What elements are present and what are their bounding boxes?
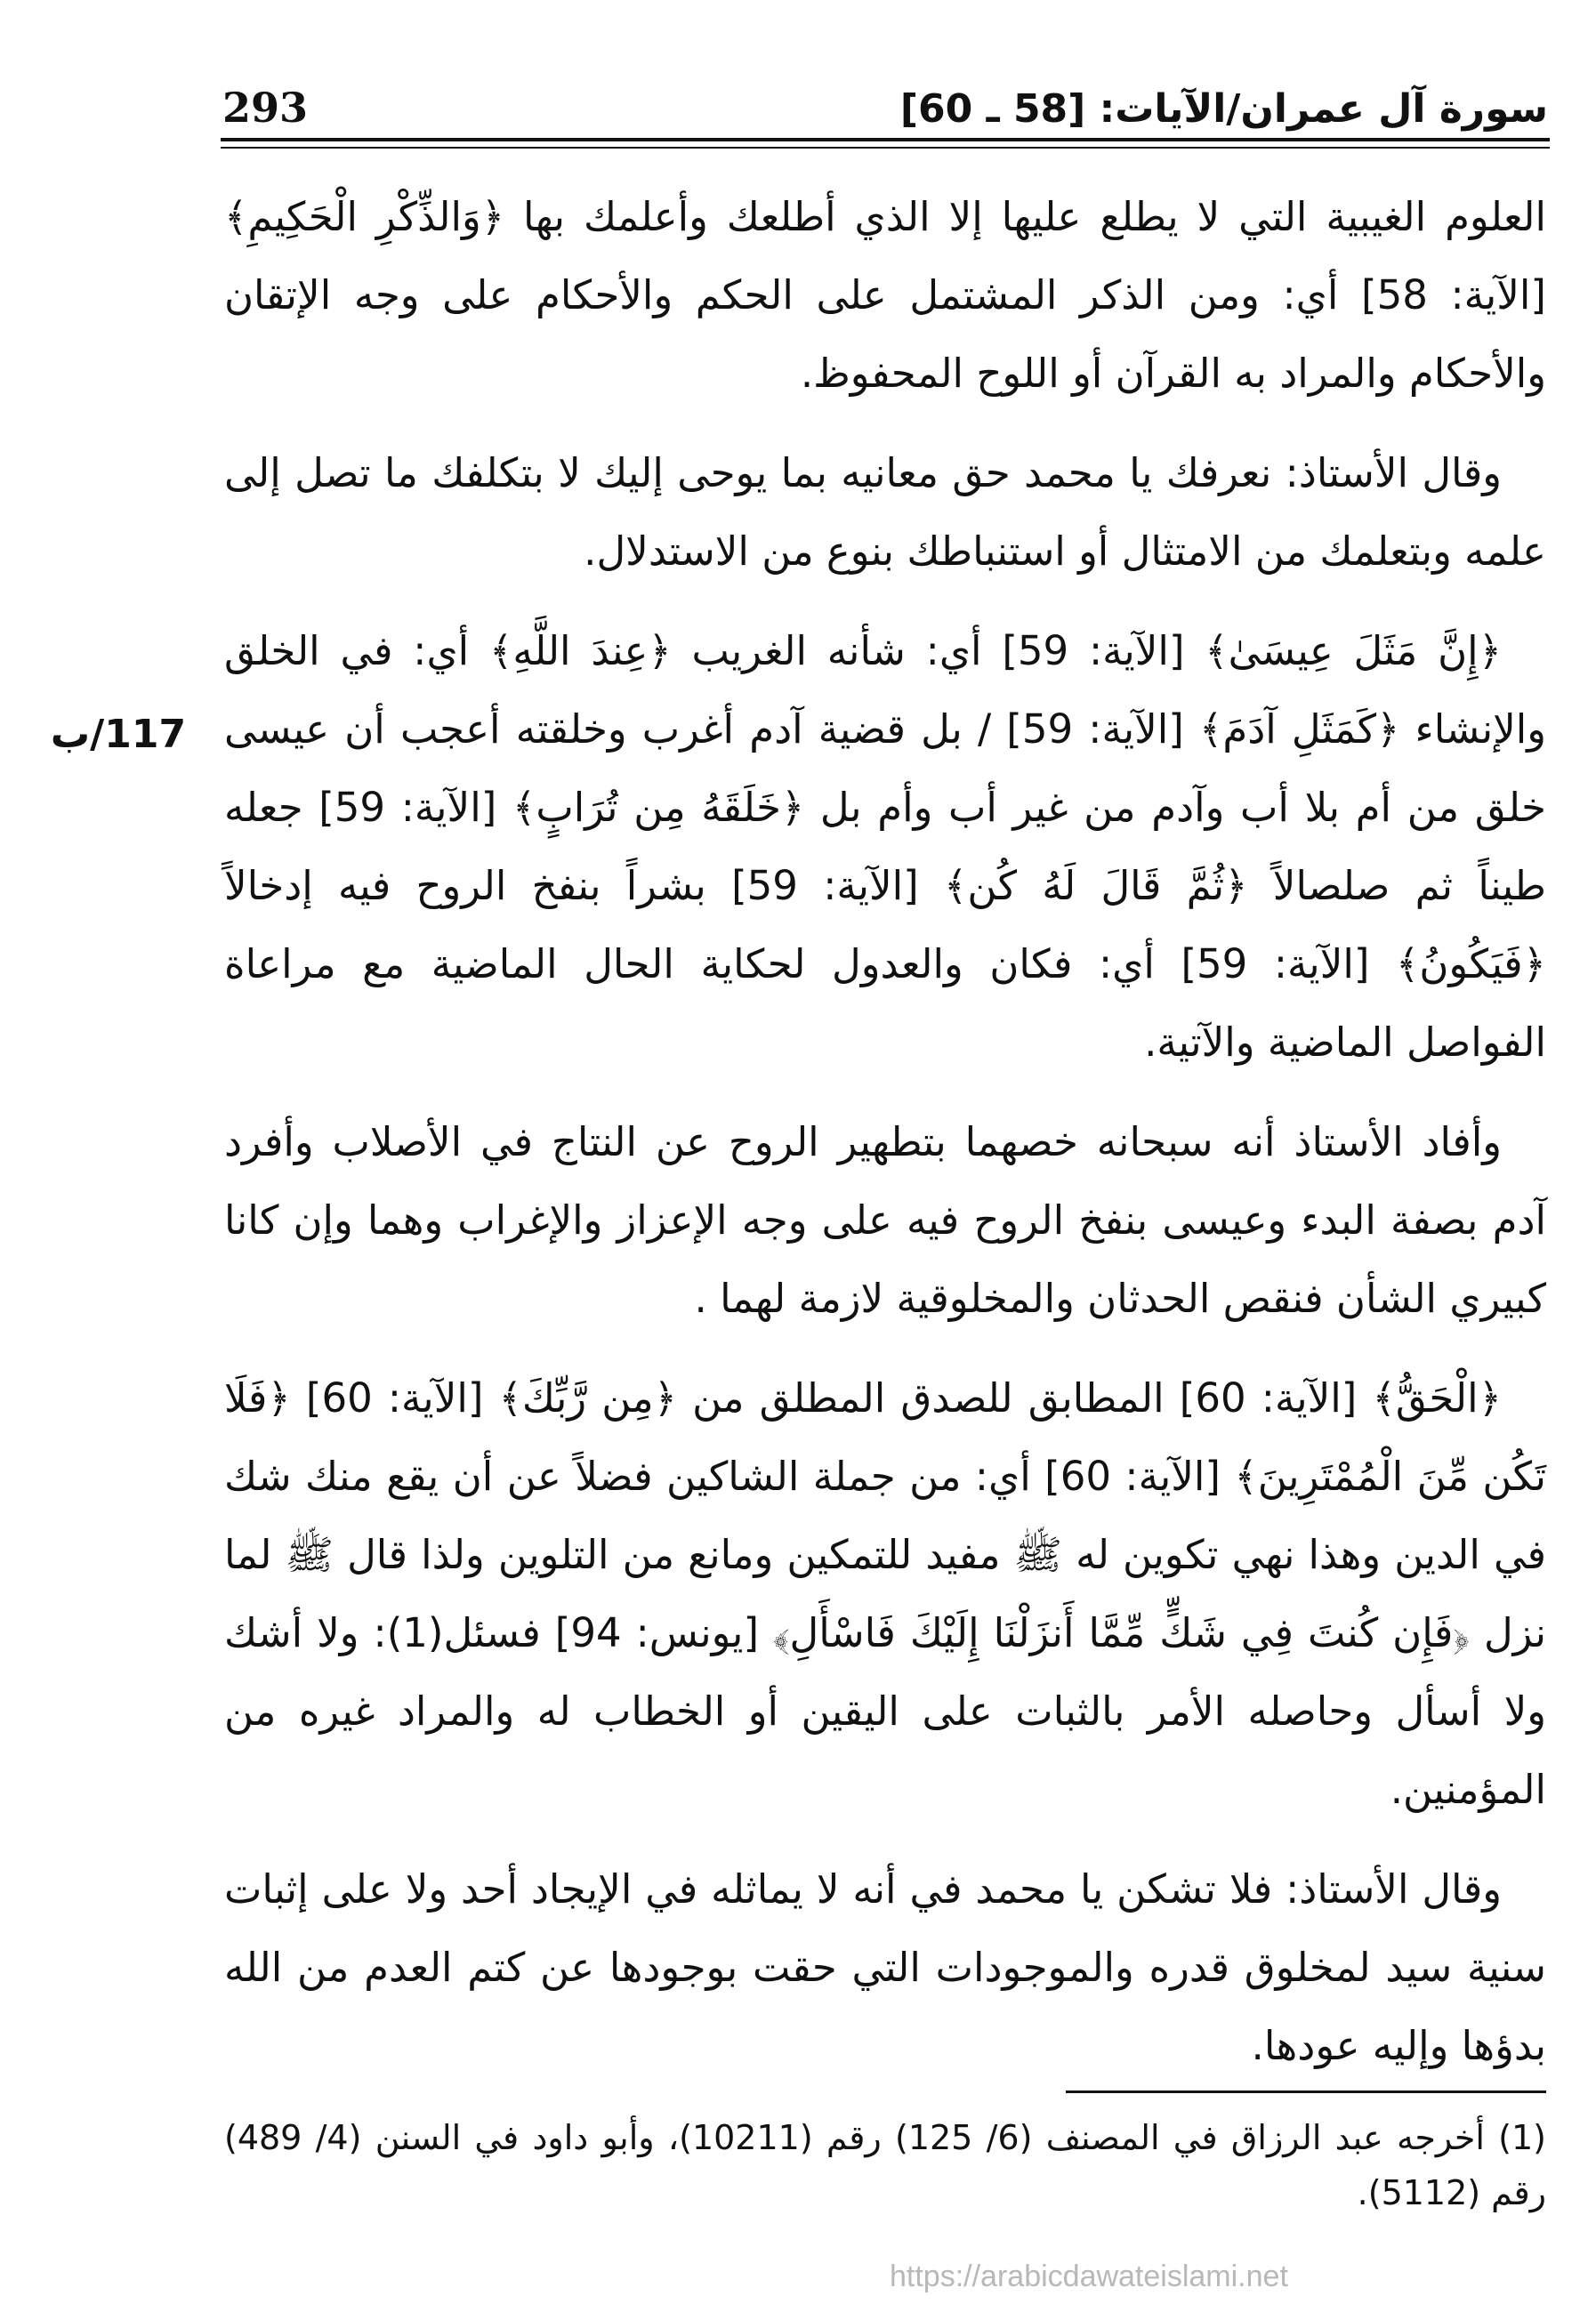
page-header [222,69,1548,132]
header-rule-thin [221,147,1550,149]
paragraph: ﴿الْحَقُّ﴾ [الآية: 60] المطابق للصدق المطلق من ﴿مِن رَّبِّكَ﴾ [الآية: 60] ﴿فَلَا تَكُن مِّنَ الْمُمْتَرِينَ﴾ [الآية: 60] أي: من جملة الشاكين فضلاً عن أن يقع منك شك في الدين وهذا نهي تكوين له ﷺ مفيد للتمكين ومانع من التلوين ولذا قال ﷺ لما نزل ﴿فَإِن كُنتَ فِي شَكٍّ مِّمَّا أَنزَلْنَا إِلَيْكَ فَاسْأَلِ﴾ [يونس: 94] فسئل(1): ولا أشك ولا أسأل وحاصله الأمر بالثبات على اليقين أو الخطاب له والمراد غيره من المؤمنين. [224,1374,1546,1813]
footnote-separator [1066,2090,1546,2093]
main-text [224,178,1546,2107]
running-head: سورة آل عمران/الآيات: [58 ـ 60] [899,86,1548,132]
footnote: (1) أخرجه عبد الرزاق في المصنف (6/ 125) رقم (10211)، وأبو داود في السنن (4/ 489) رقم (5112). [224,2118,1546,2212]
watermark: https://arabicdawateislami.net [890,2260,1288,2293]
paragraph: وقال الأستاذ: فلا تشكن يا محمد في أنه لا يماثله في الإيجاد أحد ولا على إثبات سنية سيد لمخلوق قدره والموجودات التي حقت بوجودها عن كتم العدم من الله بدؤها وإليه عودها. [224,1865,1546,2069]
page-number: 293 [222,84,309,132]
paragraph: العلوم الغيبية التي لا يطلع عليها إلا الذي أطلعك وأعلمك بها ﴿وَالذِّكْرِ الْحَكِيمِ﴾ [الآية: 58] أي: ومن الذكر المشتمل على الحكم والأحكام على وجه الإتقان والأحكام والمراد به القرآن أو اللوح المحفوظ. [224,193,1546,397]
paragraph: وقال الأستاذ: نعرفك يا محمد حق معانيه بما يوحى إليك لا بتكلفك ما تصل إلى علمه وبتعلمك من الامتثال أو استنباطك بنوع من الاستدلال. [224,449,1546,575]
paragraph: ﴿إِنَّ مَثَلَ عِيسَىٰ﴾ [الآية: 59] أي: شأنه الغريب ﴿عِندَ اللَّهِ﴾ أي: في الخلق والإنشاء ﴿كَمَثَلِ آدَمَ﴾ [الآية: 59] / بل قضية آدم أغرب وخلقته أعجب أن عيسى خلق من أم بلا أب وآدم من غير أب وأم بل ﴿خَلَقَهُ مِن تُرَابٍ﴾ [الآية: 59] جعله طيناً ثم صلصالاً ﴿ثُمَّ قَالَ لَهُ كُن﴾ [الآية: 59] بشراً بنفخ الروح فيه إدخالاً ﴿فَيَكُونُ﴾ [الآية: 59] أي: فكان والعدول لحكاية الحال الماضية مع مراعاة الفواصل الماضية والآتية. [224,627,1547,1066]
paragraph: وأفاد الأستاذ أنه سبحانه خصهما بتطهير الروح عن النتاج في الأصلاب وأفرد آدم بصفة البدء وعيسى بنفخ الروح فيه على وجه الإعزاز والإغراب وهما وإن كانا كبيري الشأن فنقص الحدثان والمخلوقية لازمة لهما . [224,1118,1546,1322]
manuscript-folio-note: 117/ب [50,712,187,757]
header-rule [221,138,1550,141]
